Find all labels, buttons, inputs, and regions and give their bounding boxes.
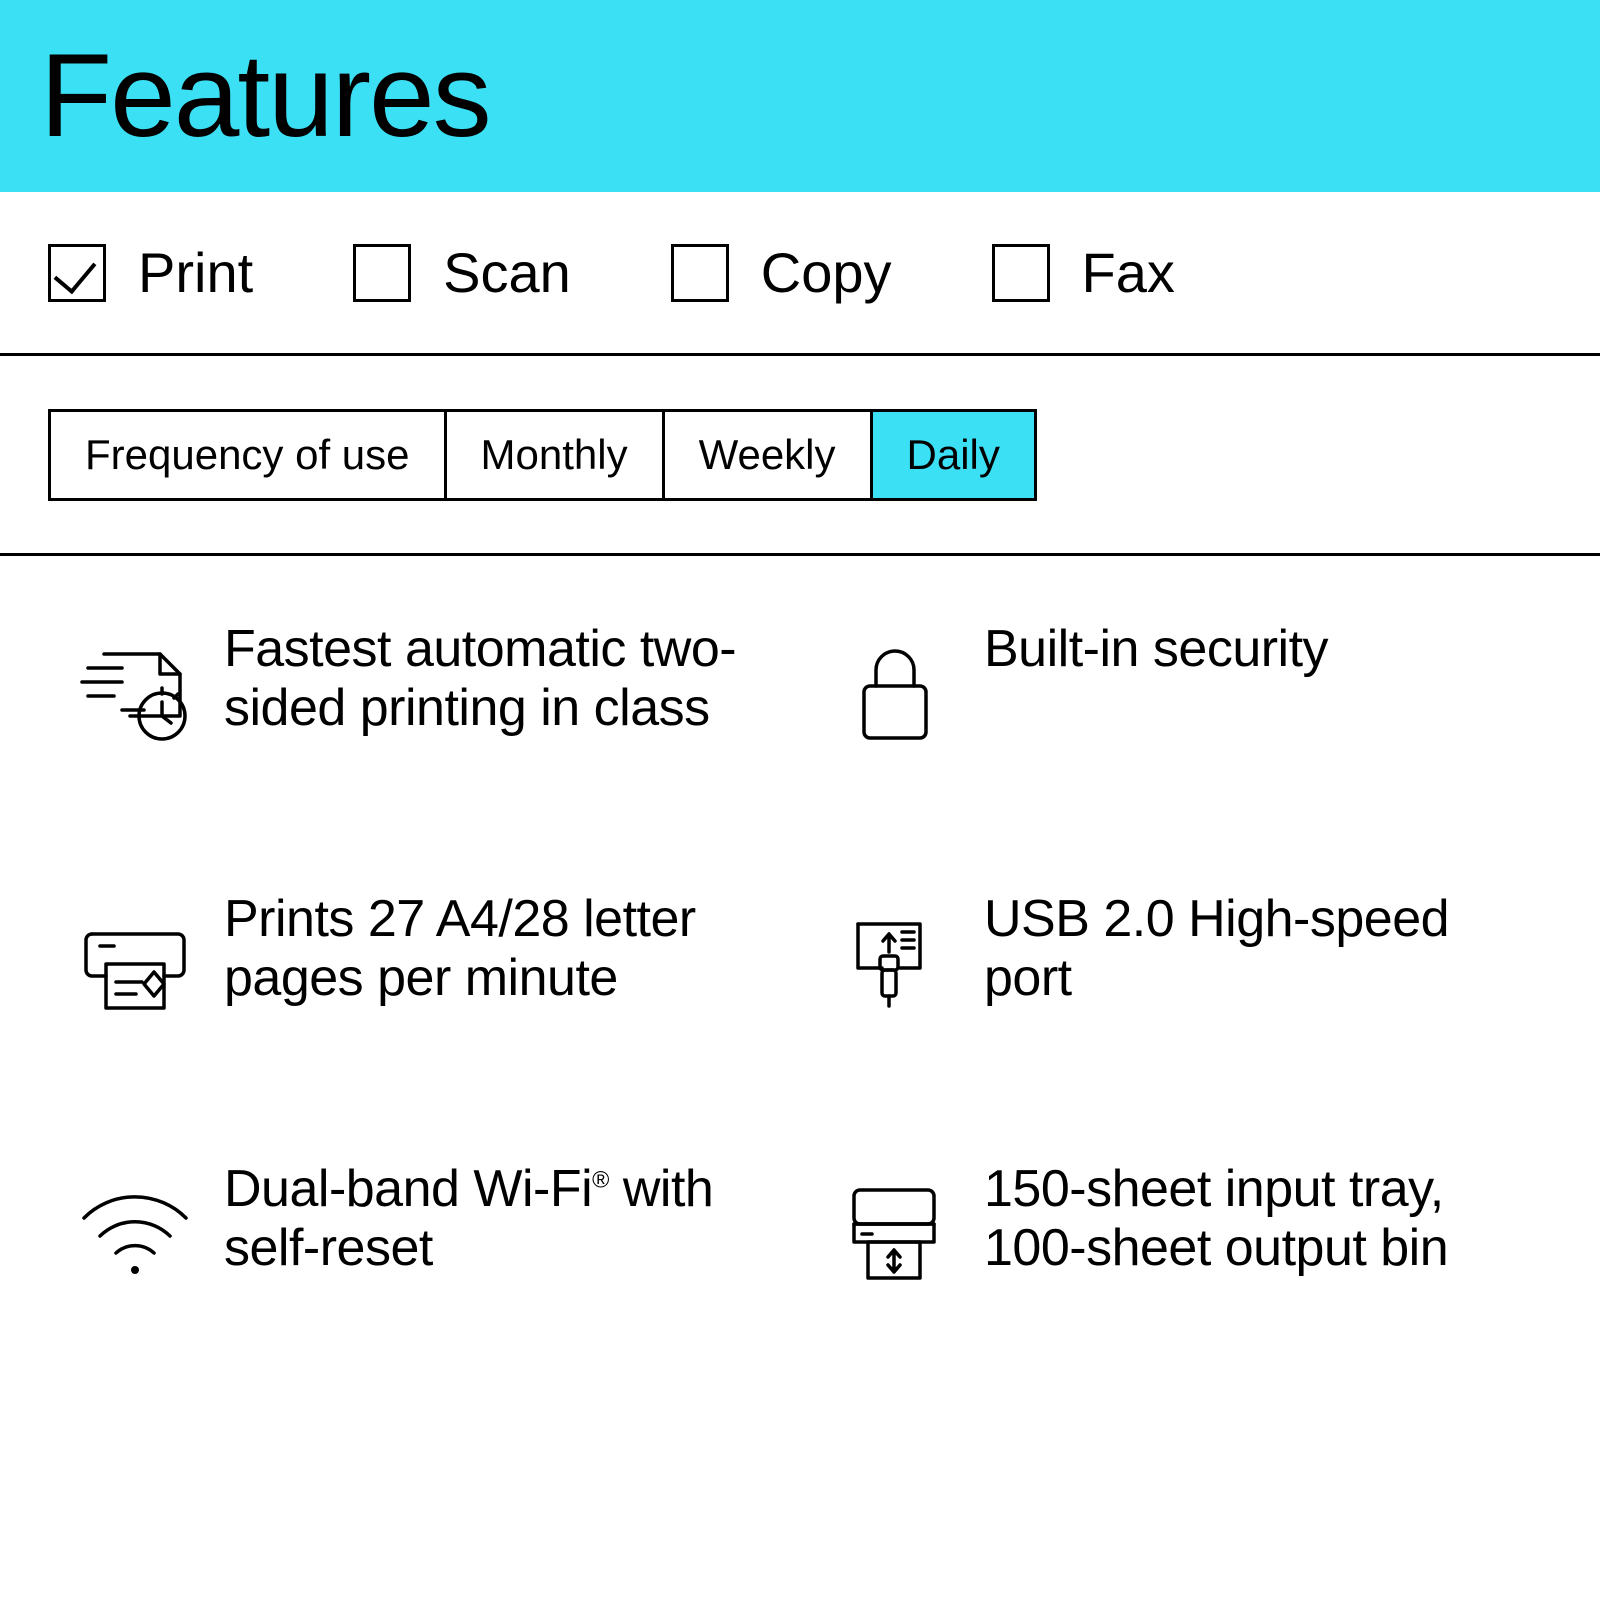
spec-text-wifi-post: with self-reset [224,1160,714,1277]
feature-checkbox-row [0,192,1600,356]
spec-text-wifi-pre: Dual-band Wi-Fi [224,1160,593,1218]
spec-item-usb [800,872,1560,1142]
frequency-selector[interactable] [48,409,1037,501]
checkbox-icon[interactable] [671,244,729,302]
spec-item-tray [800,1142,1560,1412]
frequency-label: Frequency of use [51,412,447,498]
checkbox-checked-icon[interactable] [48,244,106,302]
checkbox-icon[interactable] [353,244,411,302]
spec-text-security: Built-in security [984,620,1329,678]
spec-text-speed: Prints 27 A4/28 letter pages per minute [224,890,696,1007]
spec-item-security [800,602,1560,872]
frequency-of-use-row [0,356,1600,556]
page-title: Features [40,30,490,162]
wifi-icon [60,1160,210,1294]
checkbox-item-print[interactable] [48,240,254,304]
checkbox-item-scan[interactable] [353,240,571,304]
checkbox-label-scan: Scan [443,240,571,304]
checkbox-label-print: Print [138,240,254,304]
lock-icon [820,620,970,754]
paper-tray-icon [820,1160,970,1294]
checkbox-icon[interactable] [992,244,1050,302]
printer-pages-icon [60,890,210,1024]
frequency-option-daily[interactable]: Daily [873,412,1034,498]
spec-item-duplex [40,602,800,872]
spec-text-tray: 150-sheet input tray, 100-sheet output bin [984,1160,1449,1277]
checkbox-label-fax: Fax [1081,240,1175,304]
spec-text-usb: USB 2.0 High-speed port [984,890,1450,1007]
checkbox-item-copy[interactable] [671,240,892,304]
duplex-speed-icon [60,620,210,754]
spec-item-speed [40,872,800,1142]
usb-port-icon [820,890,970,1024]
frequency-option-weekly[interactable]: Weekly [665,412,873,498]
spec-text-wifi [210,1160,790,1278]
registered-mark: ® [592,1166,609,1193]
spec-text-duplex: Fastest automatic two-sided printing in class [224,620,737,737]
frequency-option-monthly[interactable]: Monthly [447,412,665,498]
spec-grid [0,556,1600,1412]
page-header [0,0,1600,192]
checkbox-label-copy: Copy [760,240,892,304]
checkbox-item-fax[interactable] [992,240,1175,304]
spec-item-wifi [40,1142,800,1412]
